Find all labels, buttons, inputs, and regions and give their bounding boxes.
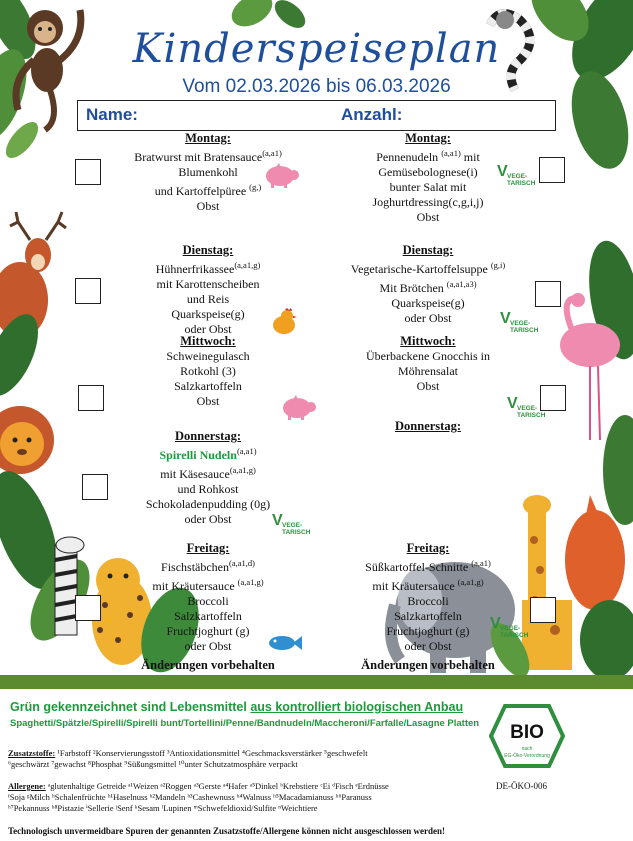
date-range: Vom 02.03.2026 bis 06.03.2026: [182, 76, 451, 97]
day-heading: Montag:: [185, 131, 231, 145]
meal-line: Schweinegulasch: [166, 349, 250, 363]
meal-line: und Kartoffelpüree $^{(g,)}$: [154, 182, 262, 198]
checkbox-right-monday[interactable]: [539, 157, 565, 183]
meal-line: Gemüsebolognese(i): [378, 165, 478, 179]
meal-line: oder Obst: [184, 512, 232, 526]
checkbox-left-tuesday[interactable]: [75, 278, 101, 304]
meal-line: oder Obst: [404, 311, 452, 325]
checkbox-right-tuesday[interactable]: [535, 281, 561, 307]
meal-line: mit Kräutersauce $^{(a,a1,g)}$: [152, 577, 264, 593]
meal-line: Hühnerfrikassee$^{(a,a1,g)}$: [155, 260, 261, 276]
meal-line: Obst: [416, 210, 440, 224]
additives-block: [8, 748, 488, 770]
checkbox-left-monday[interactable]: [75, 159, 101, 185]
changes-note-left: Änderungen vorbehalten: [141, 658, 275, 672]
meal-line: Spirelli Nudeln$^{(a,a1)}$: [159, 446, 257, 462]
meal-line: oder Obst: [184, 322, 232, 336]
leaf-v-icon: V: [497, 163, 508, 180]
allergens-line: Allergene: ᵃglutenhaltige Getreide ᵃ¹Weizen ᵃ²Roggen ᵃ³Gerste ᵃ⁴Hafer ᵃ⁵Dinkel ᵇKrebstiere ᶜEi ᵈFisch ᵉErdnüsse: [8, 781, 389, 791]
meal-line: Quarkspeise(g): [391, 296, 465, 310]
meal-line: Salzkartoffeln: [394, 609, 462, 623]
bio-item: Spirelli Nudeln: [159, 448, 237, 462]
vegetarian-badge: V VEGE- TARISCH: [497, 163, 536, 187]
bio-seal-icon: [489, 704, 565, 768]
svg-text:EG-Öko-Verordnung: EG-Öko-Verordnung: [504, 753, 550, 759]
additives-line: Zusatzstoffe: ¹Farbstoff ²Konservierungsstoff ³Antioxidationsmittel ⁴Geschmacksverstärker ⁵geschwefelt: [8, 748, 368, 758]
day-heading: Dienstag:: [402, 243, 454, 257]
meal-line: Blumenkohl: [178, 165, 238, 179]
meal-line: Mit Brötchen $^{(a,a1,a3)}$: [379, 279, 477, 295]
meal-line: Überbackene Gnocchis in: [366, 349, 490, 363]
vegetarian-badge: V VEGE- TARISCH: [490, 615, 529, 639]
pig-icon-2: [279, 395, 317, 421]
meal-line: Obst: [196, 199, 220, 213]
meal-line: Fruchtjoghurt (g): [386, 624, 470, 638]
meal-line: oder Obst: [404, 639, 452, 653]
changes-note-right: Änderungen vorbehalten: [361, 658, 495, 672]
meal-line: Salzkartoffeln: [174, 379, 242, 393]
meal-line: Broccoli: [187, 594, 229, 608]
meal-line: mit Karottenscheiben: [156, 277, 260, 291]
day-heading: Mittwoch:: [180, 334, 236, 348]
additives-line: ⁶geschwärzt ⁷gewachst ⁸Phosphat ⁹Süßungsmittel ¹⁰unter Schutzatmosphäre verpackt: [8, 759, 298, 769]
left-thursday: [98, 429, 318, 527]
meal-line: Pennenudeln $^{(a,a1)}$ mit: [376, 148, 480, 164]
meal-line: und Reis: [186, 292, 230, 306]
day-heading: Freitag:: [406, 541, 450, 555]
allergens-line: ʰ⁷Pekannuss ʰ⁸Pistazie ⁱSellerie ʲSenf ᵏSesam ˡLupinen ᵐSchwefeldioxid/Sulfite ⁿWeichtiere: [8, 803, 318, 813]
count-label: Anzahl:: [341, 105, 403, 124]
name-count-box: [77, 100, 556, 131]
meal-line: Bratwurst mit Bratensauce$^{(a,a1)}$: [134, 148, 282, 164]
meal-line: bunter Salat mit: [389, 180, 467, 194]
bio-product-list: Spaghetti/Spätzle/Spirelli/Spirelli bunt/Tortellini/Penne/Bandnudeln/Maccheroni/Farfalle/Lasagne Platten: [10, 718, 480, 729]
checkbox-right-friday[interactable]: [530, 597, 556, 623]
bio-control-code: DE-ÖKO-006: [496, 781, 547, 791]
meal-line: und Rohkost: [177, 482, 239, 496]
day-heading: Dienstag:: [182, 243, 234, 257]
checkbox-left-wednesday[interactable]: [78, 385, 104, 411]
meal-line: Quarkspeise(g): [171, 307, 245, 321]
meal-line: oder Obst: [184, 639, 232, 653]
chicken-icon: [270, 308, 298, 336]
day-heading: Mittwoch:: [400, 334, 456, 348]
meal-line: Fruchtjoghurt (g): [166, 624, 250, 638]
meal-line: Obst: [196, 394, 220, 408]
right-thursday: [318, 419, 538, 434]
vegetarian-badge: V VEGE- TARISCH: [507, 395, 546, 419]
day-heading: Donnerstag:: [395, 419, 461, 433]
name-label: Name:: [86, 105, 138, 124]
footer-disclaimer: Technologisch unvermeidbare Spuren der genannten Zusatzstoffe/Allergene können nicht ausgeschlossen werden!: [8, 826, 445, 836]
leaf-v-icon: V: [500, 310, 511, 327]
meal-line: Rotkohl (3): [180, 364, 236, 378]
fish-icon: [267, 633, 303, 653]
meal-line: Schokoladenpudding (0g): [145, 497, 271, 511]
allergens-block: [8, 781, 488, 814]
right-wednesday: [318, 334, 538, 394]
meal-line: Joghurtdressing(c,g,i,j): [372, 195, 484, 209]
day-heading: Montag:: [405, 131, 451, 145]
svg-text:nach: nach: [521, 746, 533, 752]
vegetarian-badge: V VEGE- TARISCH: [272, 512, 311, 536]
meal-line: Vegetarische-Kartoffelsuppe $^{(g,i)}$: [350, 260, 506, 276]
meal-line: Süßkartoffel-Schnitte $^{(a,a1)}$: [365, 558, 491, 574]
day-heading: Donnerstag:: [175, 429, 241, 443]
leaf-v-icon: V: [507, 395, 518, 412]
checkbox-left-friday[interactable]: [75, 595, 101, 621]
meal-line: mit Kräutersauce $^{(a,a1,g)}$: [372, 577, 484, 593]
pig-icon: [262, 163, 300, 189]
meal-line: mit Käsesauce$^{(a,a1,g)}$: [160, 465, 256, 481]
vegetarian-badge: V VEGE- TARISCH: [500, 310, 539, 334]
meal-line: Obst: [416, 379, 440, 393]
leaf-v-icon: V: [490, 615, 501, 632]
leaf-v-icon: V: [272, 512, 283, 529]
grass-divider: [0, 675, 633, 689]
meal-line: Salzkartoffeln: [174, 609, 242, 623]
meal-line: Fischstäbchen$^{(a,a1,d)}$: [161, 558, 255, 574]
meal-line: Möhrensalat: [398, 364, 458, 378]
bio-note: Grün gekennzeichnet sind Lebensmittel aus kontrolliert biologischen Anbau: [10, 700, 464, 714]
lion-icon: [0, 406, 54, 474]
page-title: Kinderspeiseplan: [132, 26, 501, 72]
svg-text:BIO: BIO: [510, 722, 544, 743]
meal-line: Broccoli: [407, 594, 449, 608]
checkbox-left-thursday[interactable]: [82, 474, 108, 500]
day-heading: Freitag:: [186, 541, 230, 555]
allergens-line: ᶠSoja ᵍMilch ʰSchalenfrüchte ʰ¹Haselnuss ʰ²Mandeln ʰ³Cashewnuss ʰ⁴Walnuss ʰ⁵Macadamianuss ʰ⁶Paranuss: [8, 792, 372, 802]
